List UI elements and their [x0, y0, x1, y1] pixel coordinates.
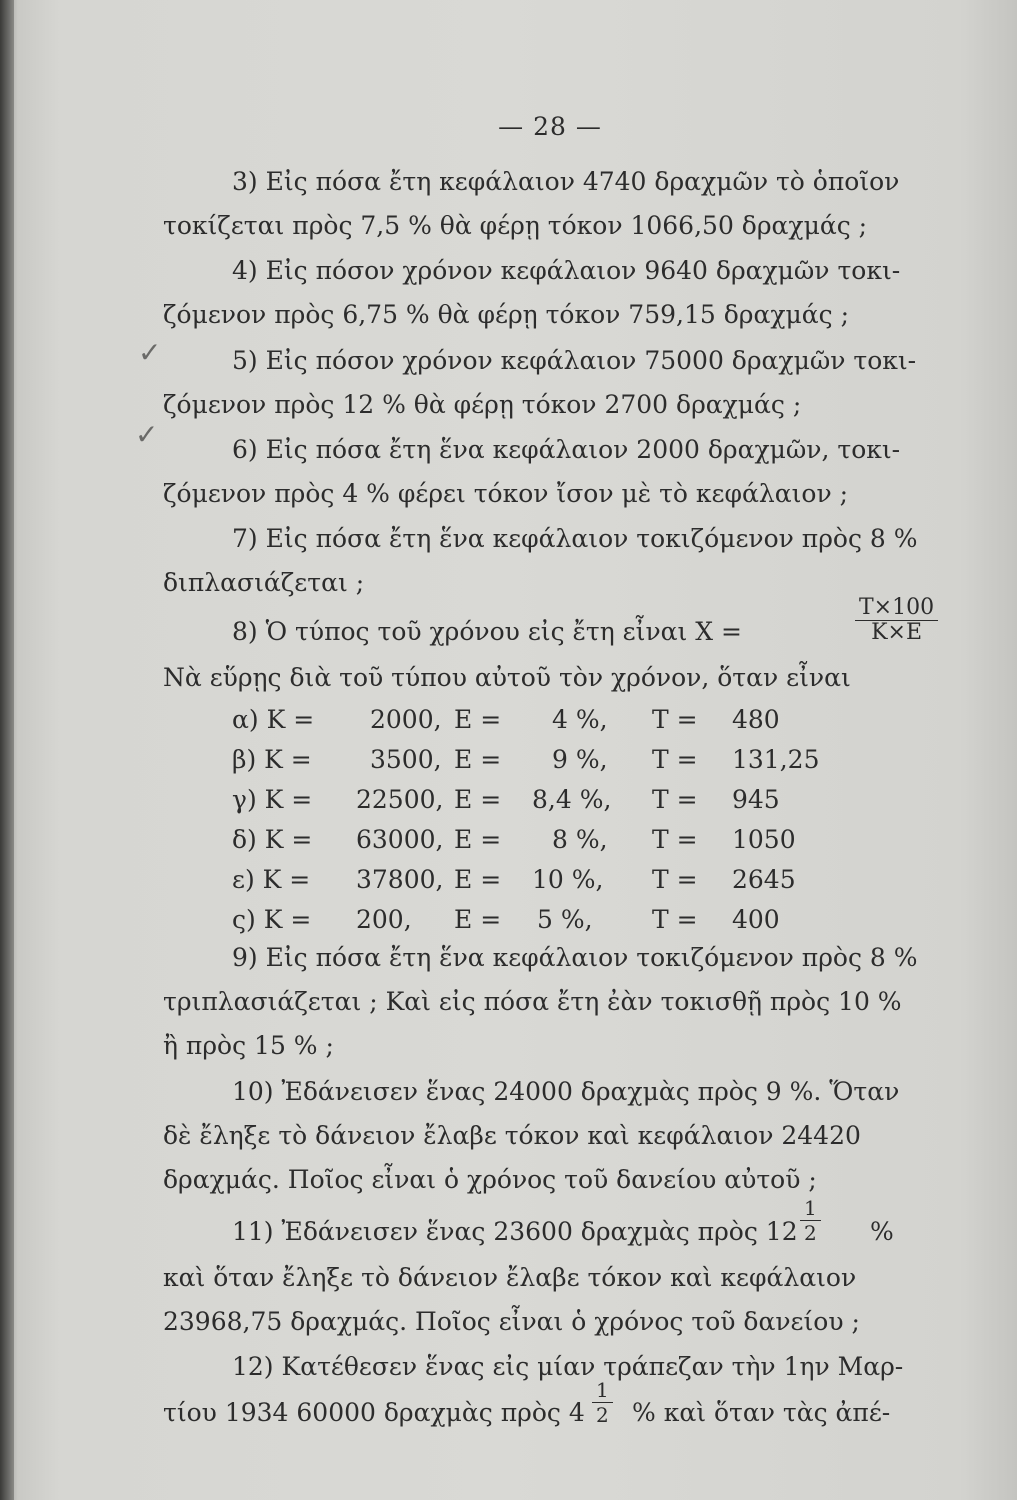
text-line: διπλασιάζεται ; — [163, 568, 365, 597]
case-k: 3500, — [370, 745, 442, 774]
case-t-label: Τ = — [652, 785, 698, 814]
book-spine-shadow — [0, 0, 14, 1500]
case-label: ε) Κ = — [232, 865, 311, 894]
text-line: 12) Κατέθεσεν ἕνας εἰς μίαν τράπεζαν τὴν 1ην Μαρ- — [232, 1352, 904, 1381]
case-label: β) Κ = — [232, 745, 312, 774]
case-label: ς) Κ = — [232, 905, 312, 934]
text-line: 11) Ἐδάνεισεν ἕνας 23600 δραχμὰς πρὸς 12 — [232, 1217, 798, 1246]
case-e-label: Ε = — [454, 825, 502, 854]
case-t: 2645 — [732, 865, 796, 894]
text-line: δὲ ἔληξε τὸ δάνειον ἔλαβε τόκον καὶ κεφάλαιον 24420 — [163, 1121, 861, 1150]
text-line: δραχμάς. Ποῖος εἶναι ὁ χρόνος τοῦ δανείου αὐτοῦ ; — [163, 1165, 817, 1194]
text-line: 3) Εἰς πόσα ἔτη κεφάλαιον 4740 δραχμῶν τὸ ὁποῖον — [232, 167, 900, 196]
case-e-label: Ε = — [454, 785, 502, 814]
text-line: τριπλασιάζεται ; Καὶ εἰς πόσα ἔτη ἐὰν τοκισθῇ πρὸς 10 % — [163, 987, 902, 1016]
fraction-formula — [855, 596, 938, 645]
case-e-label: Ε = — [454, 865, 502, 894]
text-line: 4) Εἰς πόσον χρόνον κεφάλαιον 9640 δραχμῶν τοκι- — [232, 256, 901, 285]
pencil-check-mark-icon: ✓ — [138, 336, 162, 369]
case-label: γ) Κ = — [232, 785, 313, 814]
half-denominator: 2 — [804, 1221, 817, 1245]
text-line: 8) Ὁ τύπος τοῦ χρόνου εἰς ἔτη εἶναι Χ = — [232, 617, 742, 646]
case-e-label: Ε = — [454, 905, 502, 934]
text-line: ἢ πρὸς 15 % ; — [163, 1031, 334, 1060]
case-e-label: Ε = — [454, 705, 502, 734]
text-line: 23968,75 δραχμάς. Ποῖος εἶναι ὁ χρόνος τοῦ δανείου ; — [163, 1307, 860, 1336]
text-line: ζόμενον πρὸς 6,75 % θὰ φέρῃ τόκον 759,15 δραχμάς ; — [163, 300, 849, 329]
case-k: 200, — [356, 905, 412, 934]
case-t: 131,25 — [732, 745, 820, 774]
page-number: — 28 — — [498, 112, 602, 141]
case-k: 37800, — [356, 865, 444, 894]
case-t-label: Τ = — [652, 705, 698, 734]
half-numerator: 1 — [592, 1378, 613, 1403]
fraction-half — [592, 1378, 613, 1427]
case-e: 5 %, — [537, 905, 593, 934]
case-e: 10 %, — [532, 865, 604, 894]
fraction-half — [800, 1196, 821, 1245]
text-line: % καὶ ὅταν τὰς ἀπέ- — [632, 1398, 891, 1427]
case-label: α) Κ = — [232, 705, 315, 734]
text-line: 9) Εἰς πόσα ἔτη ἕνα κεφάλαιον τοκιζόμενον πρὸς 8 % — [232, 943, 918, 972]
case-e-label: Ε = — [454, 745, 502, 774]
half-denominator: 2 — [596, 1403, 609, 1427]
text-line: Νὰ εὕρῃς διὰ τοῦ τύπου αὐτοῦ τὸν χρόνον, ὅταν εἶναι — [163, 663, 851, 692]
case-t: 945 — [732, 785, 780, 814]
case-e: 4 %, — [552, 705, 608, 734]
text-line: καὶ ὅταν ἔληξε τὸ δάνειον ἔλαβε τόκον καὶ κεφάλαιον — [163, 1263, 857, 1292]
case-t-label: Τ = — [652, 825, 698, 854]
text-line: ζόμενον πρὸς 12 % θὰ φέρῃ τόκον 2700 δραχμάς ; — [163, 390, 802, 419]
case-e: 9 %, — [552, 745, 608, 774]
formula-denominator: K×E — [871, 620, 923, 645]
text-line: 6) Εἰς πόσα ἔτη ἕνα κεφάλαιον 2000 δραχμῶν, τοκι- — [232, 435, 901, 464]
formula-numerator: T×100 — [855, 596, 938, 621]
case-t-label: Τ = — [652, 905, 698, 934]
case-t: 480 — [732, 705, 780, 734]
pencil-check-mark-icon: ✓ — [135, 418, 159, 451]
text-line: 5) Εἰς πόσον χρόνον κεφάλαιον 75000 δραχμῶν τοκι- — [232, 346, 917, 375]
case-k: 63000, — [356, 825, 444, 854]
case-t: 1050 — [732, 825, 796, 854]
case-e: 8 %, — [552, 825, 608, 854]
text-line: 10) Ἐδάνεισεν ἕνας 24000 δραχμὰς πρὸς 9 %. Ὅταν — [232, 1077, 900, 1106]
text-line: τοκίζεται πρὸς 7,5 % θὰ φέρῃ τόκον 1066,50 δραχμάς ; — [163, 211, 868, 240]
case-k: 22500, — [356, 785, 444, 814]
case-label: δ) Κ = — [232, 825, 313, 854]
case-k: 2000, — [370, 705, 442, 734]
case-e: 8,4 %, — [532, 785, 612, 814]
text-line: τίου 1934 60000 δραχμὰς πρὸς 4 — [163, 1398, 585, 1427]
half-numerator: 1 — [800, 1196, 821, 1221]
text-line: ζόμενον πρὸς 4 % φέρει τόκον ἴσον μὲ τὸ κεφάλαιον ; — [163, 479, 849, 508]
case-t-label: Τ = — [652, 745, 698, 774]
case-t: 400 — [732, 905, 780, 934]
case-t-label: Τ = — [652, 865, 698, 894]
text-line: % — [870, 1217, 894, 1246]
text-line: 7) Εἰς πόσα ἔτη ἕνα κεφάλαιον τοκιζόμενον πρὸς 8 % — [232, 524, 918, 553]
